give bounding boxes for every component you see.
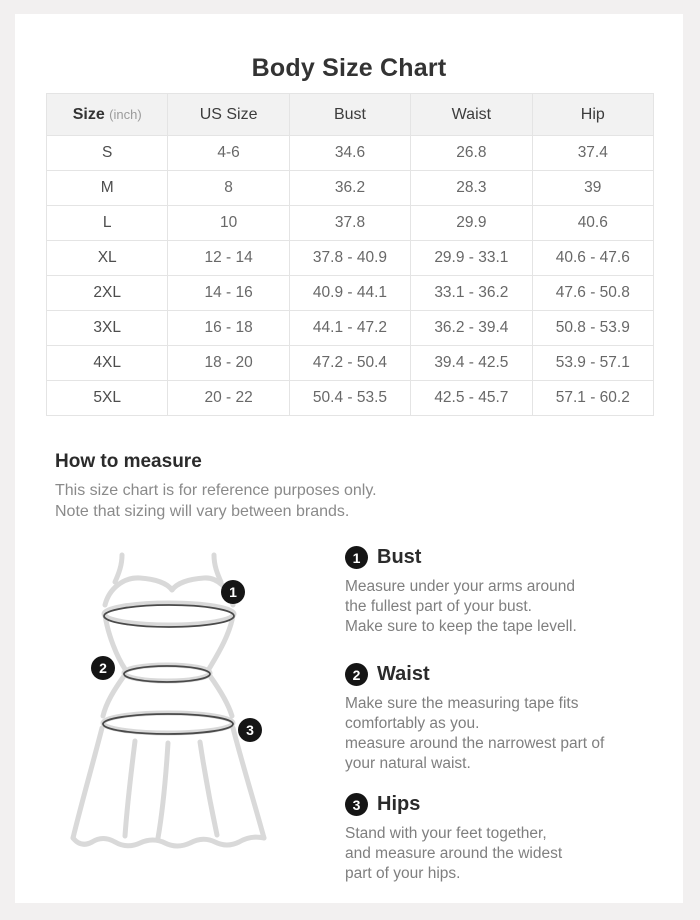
cell-hip: 53.9 - 57.1 [532,346,653,381]
size-chart-table [46,93,654,416]
cell-us-size: 16 - 18 [168,311,289,346]
bust-ellipse [104,603,234,625]
section-waist-title: Waist [377,663,430,685]
section-hips-text [345,824,562,884]
col-header-size-label: Size [72,105,105,123]
dress-fold-line [158,743,168,838]
text-line: measure around the narrowest part of [345,735,605,752]
cell-size: L [47,206,168,241]
cell-us-size: 10 [168,206,289,241]
dress-fold-line [200,742,217,835]
badge-3: 3 [345,793,368,816]
cell-size: 2XL [47,276,168,311]
text-line: comfortably as you. [345,715,480,732]
section-hips-header [345,793,562,816]
cell-bust: 34.6 [289,136,410,171]
section-waist [345,663,604,774]
section-bust-title: Bust [377,546,422,568]
cell-us-size: 18 - 20 [168,346,289,381]
how-to-measure-note [55,480,377,522]
col-header-us-size: US Size [168,94,289,136]
cell-hip: 37.4 [532,136,653,171]
dress-skirt-upper-left [103,676,124,716]
text-line: Measure under your arms around [345,578,576,595]
table-row [47,136,654,171]
table-header-row [47,94,654,136]
cell-us-size: 20 - 22 [168,381,289,416]
cell-size: 4XL [47,346,168,381]
table-row [47,311,654,346]
cell-bust: 37.8 [289,206,410,241]
text-line: Stand with your feet together, [345,825,547,842]
cell-waist: 29.9 - 33.1 [411,241,532,276]
cell-waist: 36.2 - 39.4 [411,311,532,346]
cell-us-size: 4-6 [168,136,289,171]
cell-size: S [47,136,168,171]
table-row [47,241,654,276]
col-header-hip: Hip [532,94,653,136]
dress-fold-line [125,741,135,836]
dress-skirt-side-left [73,728,102,838]
cell-bust: 47.2 - 50.4 [289,346,410,381]
cell-bust: 40.9 - 44.1 [289,276,410,311]
cell-size: M [47,171,168,206]
page-title: Body Size Chart [251,54,447,82]
cell-size: XL [47,241,168,276]
col-header-waist: Waist [411,94,532,136]
cell-waist: 28.3 [411,171,532,206]
cell-hip: 47.6 - 50.8 [532,276,653,311]
table-row [47,381,654,416]
col-header-size [47,94,168,136]
cell-waist: 42.5 - 45.7 [411,381,532,416]
section-bust [345,546,577,637]
col-header-unit-note: (inch) [109,106,142,122]
table-row [47,206,654,241]
text-line: your natural waist. [345,755,471,772]
waist-marker-number: 2 [99,660,107,676]
dress-hem [73,837,264,846]
cell-hip: 40.6 [532,206,653,241]
section-hips-title: Hips [377,793,421,815]
section-hips [345,793,562,884]
section-bust-header [345,546,577,569]
dress-illustration [45,535,315,865]
cell-bust: 50.4 - 53.5 [289,381,410,416]
cell-waist: 33.1 - 36.2 [411,276,532,311]
table-row [47,276,654,311]
text-line: the fullest part of your bust. [345,598,532,615]
bust-marker-number: 1 [229,584,237,600]
note-line: This size chart is for reference purposes only. [55,482,377,499]
cell-size: 3XL [47,311,168,346]
table-row [47,171,654,206]
text-line: and measure around the widest [345,845,563,862]
badge-1: 1 [345,546,368,569]
cell-waist: 26.8 [411,136,532,171]
table-row [47,346,654,381]
note-line: Note that sizing will vary between brands. [55,503,350,520]
dress-strap-left [115,555,122,582]
cell-us-size: 8 [168,171,289,206]
size-chart-card [15,14,683,903]
cell-us-size: 12 - 14 [168,241,289,276]
cell-waist: 29.9 [411,206,532,241]
cell-bust: 36.2 [289,171,410,206]
dress-skirt-upper-right [210,676,232,716]
section-waist-text [345,694,604,774]
cell-bust: 37.8 - 40.9 [289,241,410,276]
cell-size: 5XL [47,381,168,416]
dress-skirt-side-right [233,728,264,838]
cell-waist: 39.4 - 42.5 [411,346,532,381]
cell-bust: 44.1 - 47.2 [289,311,410,346]
badge-2: 2 [345,663,368,686]
cell-hip: 57.1 - 60.2 [532,381,653,416]
col-header-bust: Bust [289,94,410,136]
text-line: part of your hips. [345,865,461,882]
text-line: Make sure the measuring tape fits [345,695,579,712]
section-waist-header [345,663,604,686]
text-line: Make sure to keep the tape levell. [345,618,577,635]
cell-hip: 39 [532,171,653,206]
section-bust-text [345,577,577,637]
cell-hip: 50.8 - 53.9 [532,311,653,346]
hips-marker-number: 3 [246,722,254,738]
cell-hip: 40.6 - 47.6 [532,241,653,276]
dress-measurement-diagram [45,535,315,865]
how-to-measure-heading: How to measure [55,451,202,472]
cell-us-size: 14 - 16 [168,276,289,311]
